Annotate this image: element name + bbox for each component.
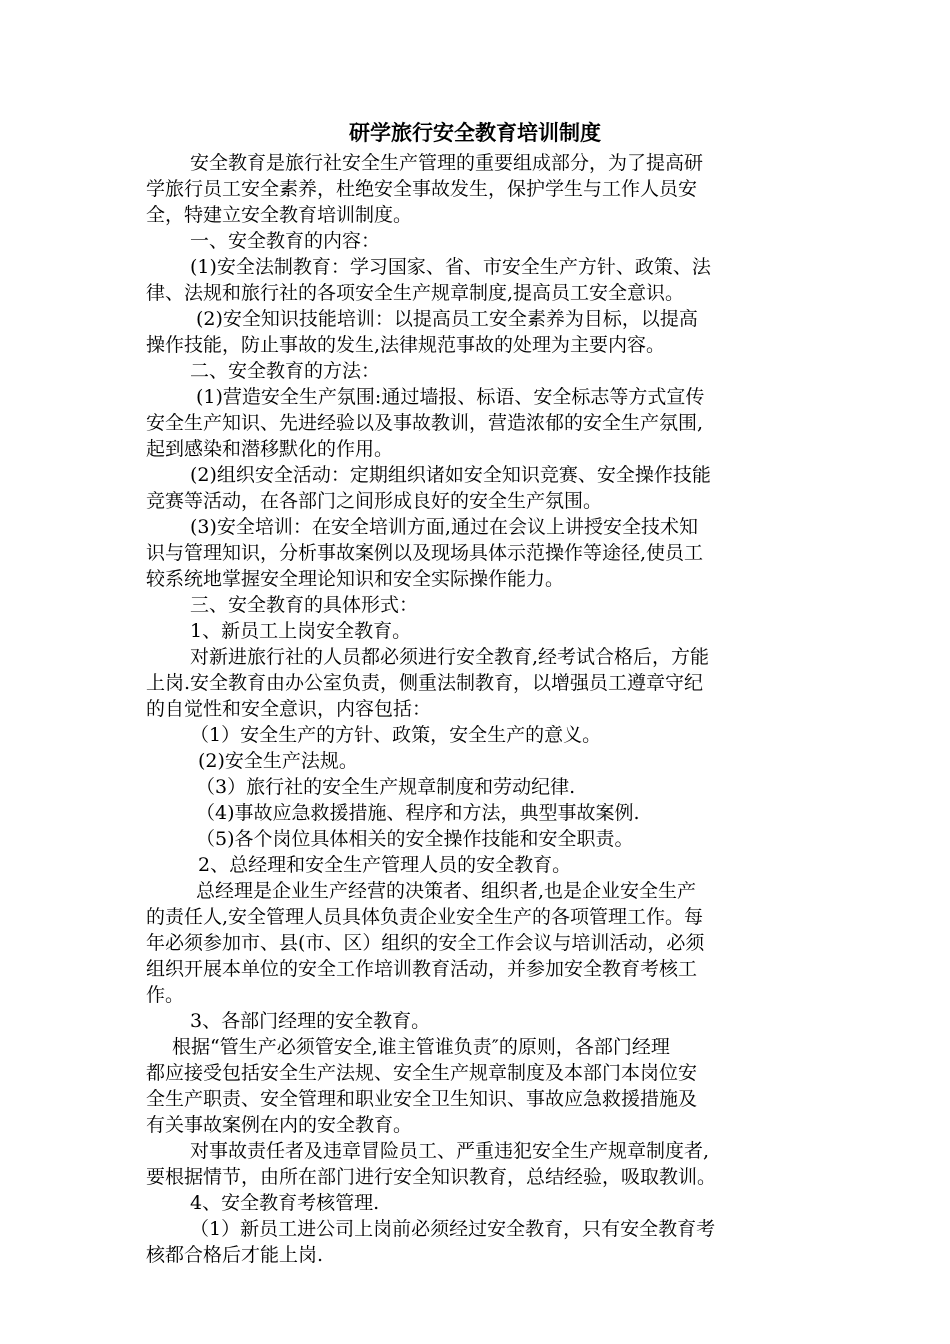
paragraph-line: （1）新员工进公司上岗前必须经过安全教育，只有安全教育考 (190, 1218, 716, 1240)
paragraph-line: 起到感染和潜移默化的作用。 (146, 438, 394, 460)
paragraph-line: 的责任人,安全管理人员具体负责企业安全生产的各项管理工作。每 (146, 906, 704, 928)
paragraph-line: 较系统地掌握安全理论知识和安全实际操作能力。 (146, 568, 565, 590)
paragraph-line: (1)安全法制教育：学习国家、省、市安全生产方针、政策、法 (190, 256, 711, 278)
paragraph-line: 识与管理知识，分析事故案例以及现场具体示范操作等途径,使员工 (146, 542, 704, 564)
subsection-heading: 2、总经理和安全生产管理人员的安全教育。 (198, 854, 572, 876)
paragraph-line: (1)营造安全生产氛围:通过墙报、标语、安全标志等方式宣传 (196, 386, 705, 408)
section-heading: 二、安全教育的方法： (190, 360, 381, 382)
paragraph-line: 对事故责任者及违章冒险员工、严重违犯安全生产规章制度者, (190, 1140, 710, 1162)
paragraph-line: 都应接受包括安全生产法规、安全生产规章制度及本部门本岗位安 (146, 1062, 698, 1084)
paragraph-line: 学旅行员工安全素养，杜绝安全事故发生，保护学生与工作人员安 (146, 178, 698, 200)
subsection-heading: 1、新员工上岗安全教育。 (190, 620, 412, 642)
list-item: （1）安全生产的方针、政策，安全生产的意义。 (190, 724, 602, 746)
paragraph-line: 全，特建立安全教育培训制度。 (146, 204, 413, 226)
subsection-heading: 4、安全教育考核管理. (190, 1192, 380, 1214)
paragraph-line: 总经理是企业生产经营的决策者、组织者,也是企业安全生产 (196, 880, 697, 902)
paragraph-line: 核都合格后才能上岗. (146, 1244, 324, 1266)
paragraph-line: 作。 (146, 984, 185, 1006)
list-item: （5)各个岗位具体相关的安全操作技能和安全职责。 (196, 828, 634, 850)
paragraph-line: 根据“管生产必须管安全,谁主管谁负责″的原则，各部门经理 (172, 1036, 670, 1058)
document-title: 研学旅行安全教育培训制度 (349, 120, 601, 145)
paragraph-line: 竞赛等活动，在各部门之间形成良好的安全生产氛围。 (146, 490, 603, 512)
section-heading: 一、安全教育的内容： (190, 230, 381, 252)
paragraph-line: 上岗.安全教育由办公室负责，侧重法制教育，以增强员工遵章守纪 (146, 672, 704, 694)
paragraph-line: 组织开展本单位的安全工作培训教育活动，并参加安全教育考核工 (146, 958, 698, 980)
paragraph-line: 对新进旅行社的人员都必须进行安全教育,经考试合格后，方能 (190, 646, 710, 668)
paragraph-line: (2)组织安全活动：定期组织诸如安全知识竞赛、安全操作技能 (190, 464, 711, 486)
paragraph-line: (2)安全知识技能培训：以提高员工安全素养为目标，以提高 (196, 308, 698, 330)
paragraph-line: 的自觉性和安全意识，内容包括： (146, 698, 432, 720)
paragraph-line: 全生产职责、安全管理和职业安全卫生知识、事故应急救援措施及 (146, 1088, 698, 1110)
paragraph-line: 年必须参加市、县(市、区）组织的安全工作会议与培训活动，必须 (146, 932, 705, 954)
paragraph-line: (3)安全培训：在安全培训方面,通过在会议上讲授安全技术知 (190, 516, 698, 538)
paragraph-line: 律、法规和旅行社的各项安全生产规章制度,提高员工安全意识。 (146, 282, 685, 304)
subsection-heading: 3、各部门经理的安全教育。 (190, 1010, 431, 1032)
paragraph-line: 安全生产知识、先进经验以及事故教训，营造浓郁的安全生产氛围, (146, 412, 704, 434)
paragraph-line: 要根据情节，由所在部门进行安全知识教育，总结经验，吸取教训。 (146, 1166, 717, 1188)
list-item: （3）旅行社的安全生产规章制度和劳动纪律. (196, 776, 576, 798)
paragraph-line: 操作技能，防止事故的发生,法律规范事故的处理为主要内容。 (146, 334, 666, 356)
list-item: （4)事故应急救援措施、程序和方法，典型事故案例. (196, 802, 640, 824)
paragraph-line: 安全教育是旅行社安全生产管理的重要组成部分，为了提高研 (190, 152, 704, 174)
section-heading: 三、安全教育的具体形式： (190, 594, 419, 616)
paragraph-line: 有关事故案例在内的安全教育。 (146, 1114, 413, 1136)
list-item: (2)安全生产法规。 (198, 750, 358, 772)
